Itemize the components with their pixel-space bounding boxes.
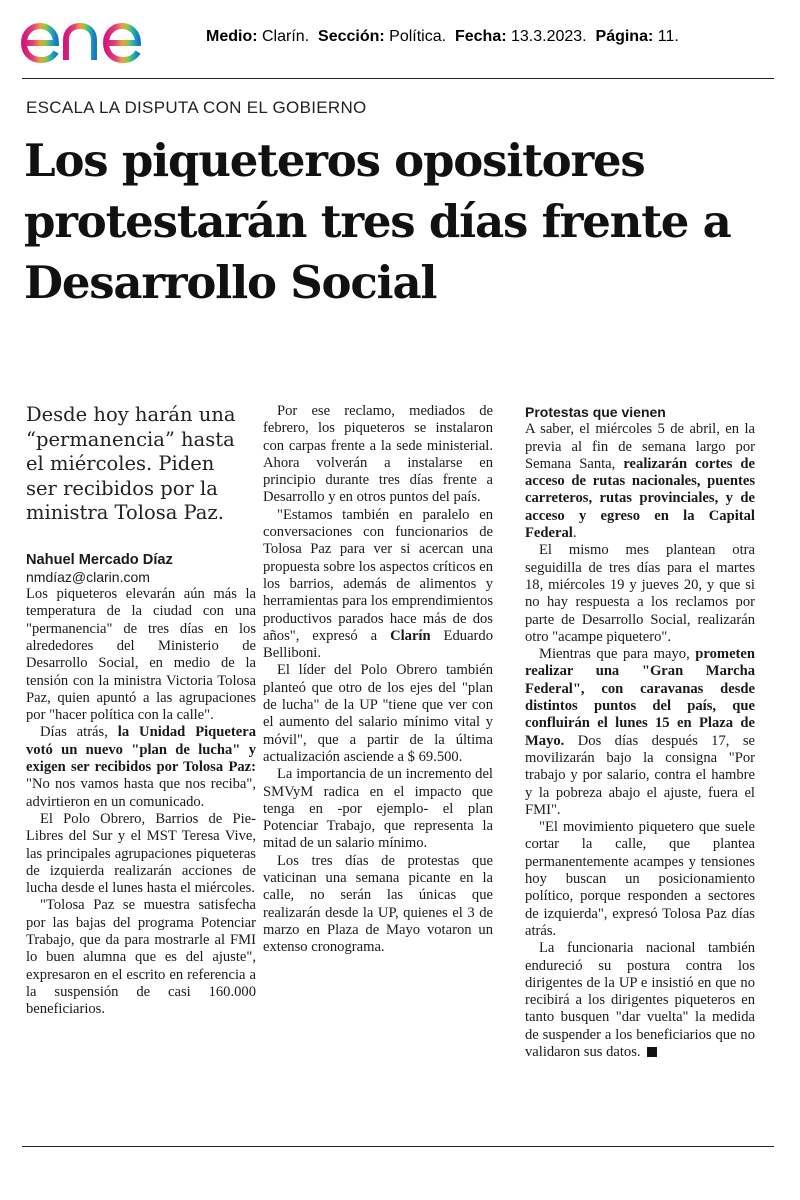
enel-logo (18, 10, 178, 65)
paragraph-7: El líder del Polo Obrero también planteó que otro de los ejes del "plan de lucha" de la UP "tiene que ver con el aumento del salario mínimo vital y móvil", que a partir de la última actualización asciende a $ 69.500. (263, 662, 493, 765)
pagina-label: Página: (595, 28, 654, 45)
paragraph-9: Los tres días de protestas que vaticinan una semana picante en la calle, no serán las únicas que realizarán desde la UP, quienes el 3 de marzo en Plaza de Mayo votaron un extenso cronograma. (263, 852, 493, 956)
author-email: nmdíaz@clarin.com (26, 568, 150, 585)
author-name: Nahuel Mercado Díaz (26, 551, 173, 568)
seccion-value: Política. (389, 28, 447, 45)
paragraph-13: "El movimiento piquetero que suele cortar la calle, que plantea permanentemente acampes y tensiones hoy buscan un posicionamiento político, porque responden a sectores de izquierda", expresó Tolosa Paz días atrás. (525, 819, 755, 939)
top-divider (22, 78, 774, 79)
article-deck: Desde hoy harán una “permanencia” hasta el miércoles. Piden ser recibidos por la ministra Tolosa Paz. (26, 403, 236, 524)
paragraph-3: El Polo Obrero, Barrios de Pie-Libres del Sur y el MST Teresa Vive, las principales agrupaciones piqueteras de izquierda realizarán acciones de lucha desde el lunes hasta el miércoles. (26, 810, 256, 897)
article-headline: Los piqueteros opositores protestarán tres días frente a Desarrollo Social (24, 134, 731, 309)
paragraph-2: Días atrás, la Unidad Piquetera votó un nuevo "plan de lucha" y exigen ser recibidos por Tolosa Paz: "No nos vamos hasta que nos reciba", advirtieron en un comunicado. (26, 724, 256, 810)
paragraph-14: La funcionaria nacional también endureció su postura contra los dirigentes de la UP e insistió en que no recibirá a los dirigentes piqueteros en tanto busquen "dar vuelta" la medida de suspender a los beneficiarios que no validaron sus datos. (525, 940, 755, 1060)
medio-value: Clarín. (262, 28, 310, 45)
pagina-value: 11. (657, 28, 679, 45)
paragraph-12: Mientras que para mayo, prometen realizar una "Gran Marcha Federal", con caravanas desde distintos puntos del país, que confluirán el lunes 15 en Plaza de Mayo. Dos días después 17, se movilizarán bajo la consigna "Por trabajo y por salario, contra el hambre y la pobreza abajo el ajuste, fuera el FMI". (525, 646, 755, 818)
clipping-meta (206, 28, 679, 46)
end-mark-icon (647, 1047, 657, 1057)
paragraph-11: El mismo mes plantean otra seguidilla de tres días para el martes 18, miércoles 19 y jueves 20, y que si no hay respuesta a los reclamos por parte de Desarrollo Social, realizarán otro "acampe piquetero". (525, 542, 755, 645)
bottom-divider (22, 1146, 774, 1147)
paragraph-8: La importancia de un incremento del SMVyM radica en el impacto que tenga en -por ejemplo- el plan Potenciar Trabajo, que representa la mitad de un salario mínimo. (263, 766, 493, 852)
fecha-value: 13.3.2023. (511, 28, 587, 45)
seccion-label: Sección: (318, 28, 385, 45)
column-2 (263, 403, 493, 957)
section-subhead: Protestas que vienen (525, 404, 666, 420)
fecha-label: Fecha: (454, 28, 507, 45)
paragraph-10: A saber, el miércoles 5 de abril, en la previa al fin de semana largo por Semana Santa, realizarán cortes de acceso de rutas nacionales, puentes carreteros, rutas provinciales, y de acceso y egreso en la Capital Federal. (525, 421, 755, 542)
paragraph-4: "Tolosa Paz se muestra satisfecha por las bajas del programa Potenciar Trabajo, que da para mostrarle al FMI lo buen alumna que es del ajuste", expresaron en el escrito en referencia a la suspensión de casi 160.000 beneficiarios. (26, 897, 256, 1018)
column-1 (26, 403, 256, 1019)
article-kicker: ESCALA LA DISPUTA CON EL GOBIERNO (26, 98, 367, 117)
clipping-header (18, 10, 778, 72)
paragraph-5: Por ese reclamo, mediados de febrero, los piqueteros se instalaron con carpas frente a la sede ministerial. Ahora volverán a instalarse en principio durante tres días frente a Desarrollo y en otros puntos del país. (263, 403, 493, 506)
medio-label: Medio: (206, 28, 258, 45)
column-3 (525, 404, 755, 1061)
paragraph-1: Los piqueteros elevarán aún más la temperatura de la ciudad con una "permanencia" de tres días en los alrededores del Ministerio de Desarrollo Social, en medio de la tensión con la ministra Victoria Tolosa Paz, quien apuntó a las agrupaciones por "hacer política con la calle". (26, 586, 256, 724)
paragraph-6: "Estamos también en paralelo en conversaciones con funcionarios de Tolosa Paz para ver si acercan una propuesta sobre los aspectos críticos en los barrios, además de alimentos y herramientas para los emprendimientos productivos parados hace más de dos años", expresó a Clarín Eduardo Belliboni. (263, 506, 493, 662)
